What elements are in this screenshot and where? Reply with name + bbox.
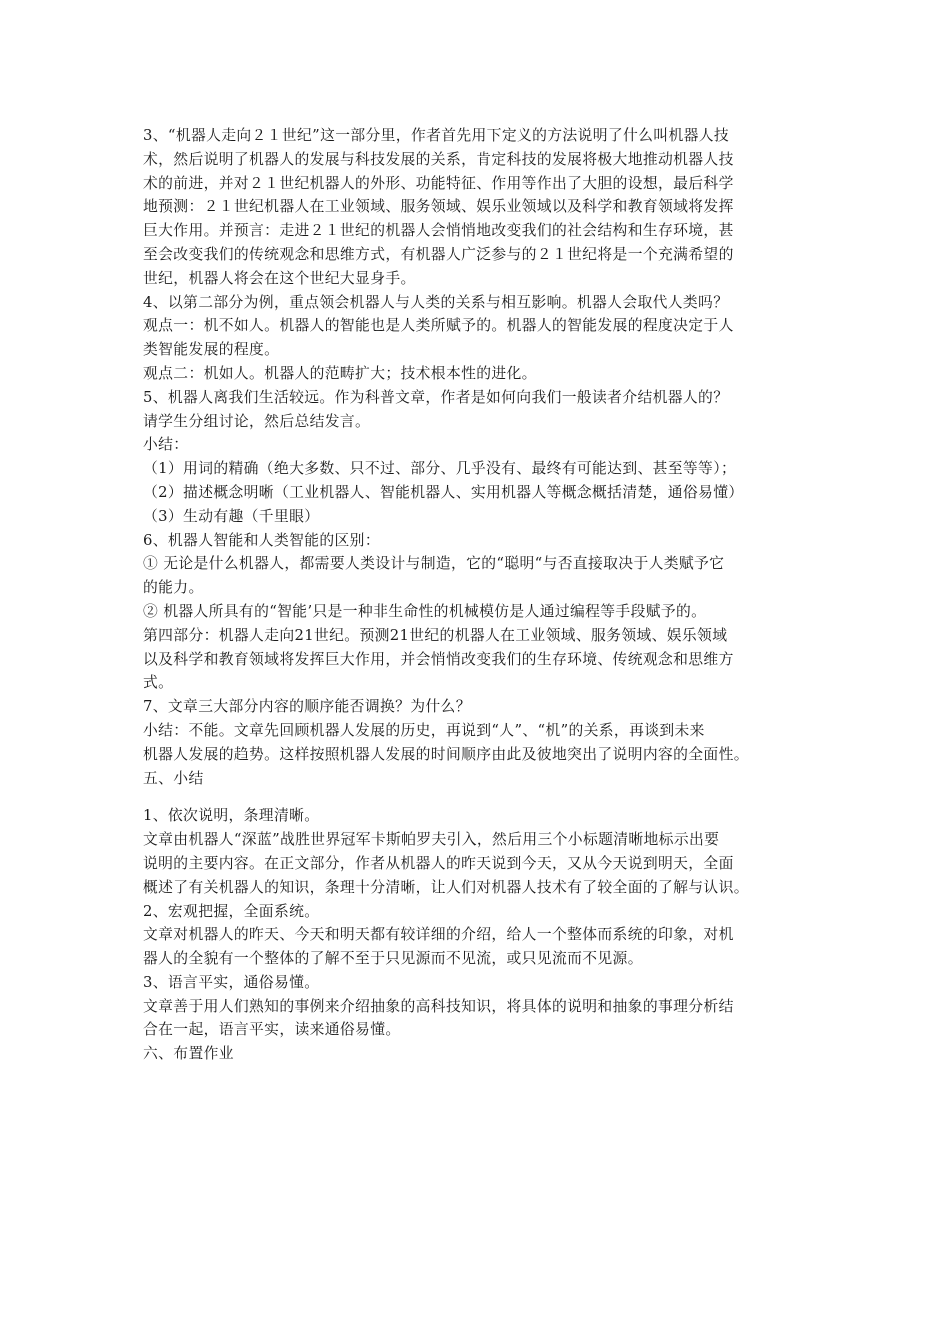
text-line: ② 机器人所具有的“智能’只是一种非生命性的机械模仿是人通过编程等手段赋予的。 (143, 602, 707, 620)
text-line: 文章善于用人们熟知的事例来介绍抽象的高科技知识，将具体的说明和抽象的事理分析结 (143, 997, 734, 1015)
section-heading: 六、布置作业 (143, 1045, 234, 1063)
text-line: 观点一：机不如人。机器人的智能也是人类所赋予的。机器人的智能发展的程度决定于人 (143, 317, 734, 335)
text-line: 观点二：机如人。机器人的范畴扩大；技术根本性的进化。 (143, 364, 537, 382)
text-line: （1）用词的精确（绝大多数、只不过、部分、几乎没有、最终有可能达到、甚至等等）； (143, 460, 737, 478)
text-line: 3、语言平实，通俗易懂。 (143, 973, 320, 991)
text-line: ① 无论是什么机器人，都需要人类设计与制造，它的“聪明“与否直接取决于人类赋予它 (143, 555, 725, 573)
text-line: 5、机器人离我们生活较远。作为科普文章，作者是如何向我们一般读者介结机器人的？ (143, 388, 729, 406)
text-line: 地预测：２１世纪机器人在工业领域、服务领域、娱乐业领域以及科学和教育领域将发挥 (143, 198, 734, 216)
paragraph-gap (143, 790, 815, 804)
text-line: 世纪，机器人将会在这个世纪大显身手。 (143, 269, 416, 287)
text-line: 术的前进，并对２１世纪机器人的外形、功能特征、作用等作出了大胆的设想，最后科学 (143, 174, 734, 192)
text-line: 6、机器人智能和人类智能的区别： (143, 531, 380, 549)
document-body (143, 124, 815, 1066)
text-line: 机器人发展的趋势。这样按照机器人发展的时间顺序由此及彼地突出了说明内容的全面性。 (143, 745, 749, 763)
text-line: 2、宏观把握，全面系统。 (143, 902, 320, 920)
text-line: 7、文章三大部分内容的顺序能否调换？为什么？ (143, 698, 471, 716)
text-line: 第四部分：机器人走向21世纪。预测21世纪的机器人在工业领域、服务领域、娱乐领域 (143, 626, 728, 644)
text-line: 合在一起，语言平实，读来通俗易懂。 (143, 1021, 401, 1039)
text-line: 以及科学和教育领域将发挥巨大作用，并会悄悄改变我们的生存环境、传统观念和思维方 (143, 650, 734, 668)
text-line: 式。 (143, 674, 174, 692)
text-line: 类智能发展的程度。 (143, 341, 280, 359)
text-line: 小结：不能。文章先回顾机器人发展的历史，再说到“人”、“机”的关系，再谈到未来 (143, 721, 705, 739)
text-line: 文章对机器人的昨天、今天和明天都有较详细的介绍，给人一个整体而系统的印象，对机 (143, 926, 734, 944)
text-line: 请学生分组讨论，然后总结发言。 (143, 412, 371, 430)
text-line: 4、以第二部分为例，重点领会机器人与人类的关系与相互影响。机器人会取代人类吗？ (143, 293, 729, 311)
text-line: （2）描述概念明晰（工业机器人、智能机器人、实用机器人等概念概括清楚，通俗易懂） (143, 483, 744, 501)
section-heading: 五、小结 (143, 769, 204, 787)
text-line: 概述了有关机器人的知识，条理十分清晰，让人们对机器人技术有了较全面的了解与认识。 (143, 878, 749, 896)
text-line: 说明的主要内容。在正文部分，作者从机器人的昨天说到今天，又从今天说到明天，全面 (143, 854, 734, 872)
text-line: （3）生动有趣（千里眼） (143, 507, 320, 525)
text-line: 文章由机器人“深蓝”战胜世界冠军卡斯帕罗夫引入，然后用三个小标题清晰地标示出要 (143, 831, 720, 849)
text-line: 的能力。 (143, 579, 204, 597)
text-line: 巨大作用。并预言：走进２１世纪的机器人会悄悄地改变我们的社会结构和生存环境，甚 (143, 222, 734, 240)
text-line: 1、依次说明，条理清晰。 (143, 807, 320, 825)
text-line: 小结： (143, 436, 189, 454)
text-line: 3、“机器人走向２１世纪”这一部分里，作者首先用下定义的方法说明了什么叫机器人技 (143, 127, 730, 144)
text-line: 术，然后说明了机器人的发展与科技发展的关系，肯定科技的发展将极大地推动机器人技 (143, 150, 734, 168)
text-line: 器人的全貌有一个整体的了解不至于只见源而不见流，或只见流而不见源。 (143, 950, 643, 968)
text-line: 至会改变我们的传统观念和思维方式，有机器人广泛参与的２１世纪将是一个充满希望的 (143, 245, 734, 263)
